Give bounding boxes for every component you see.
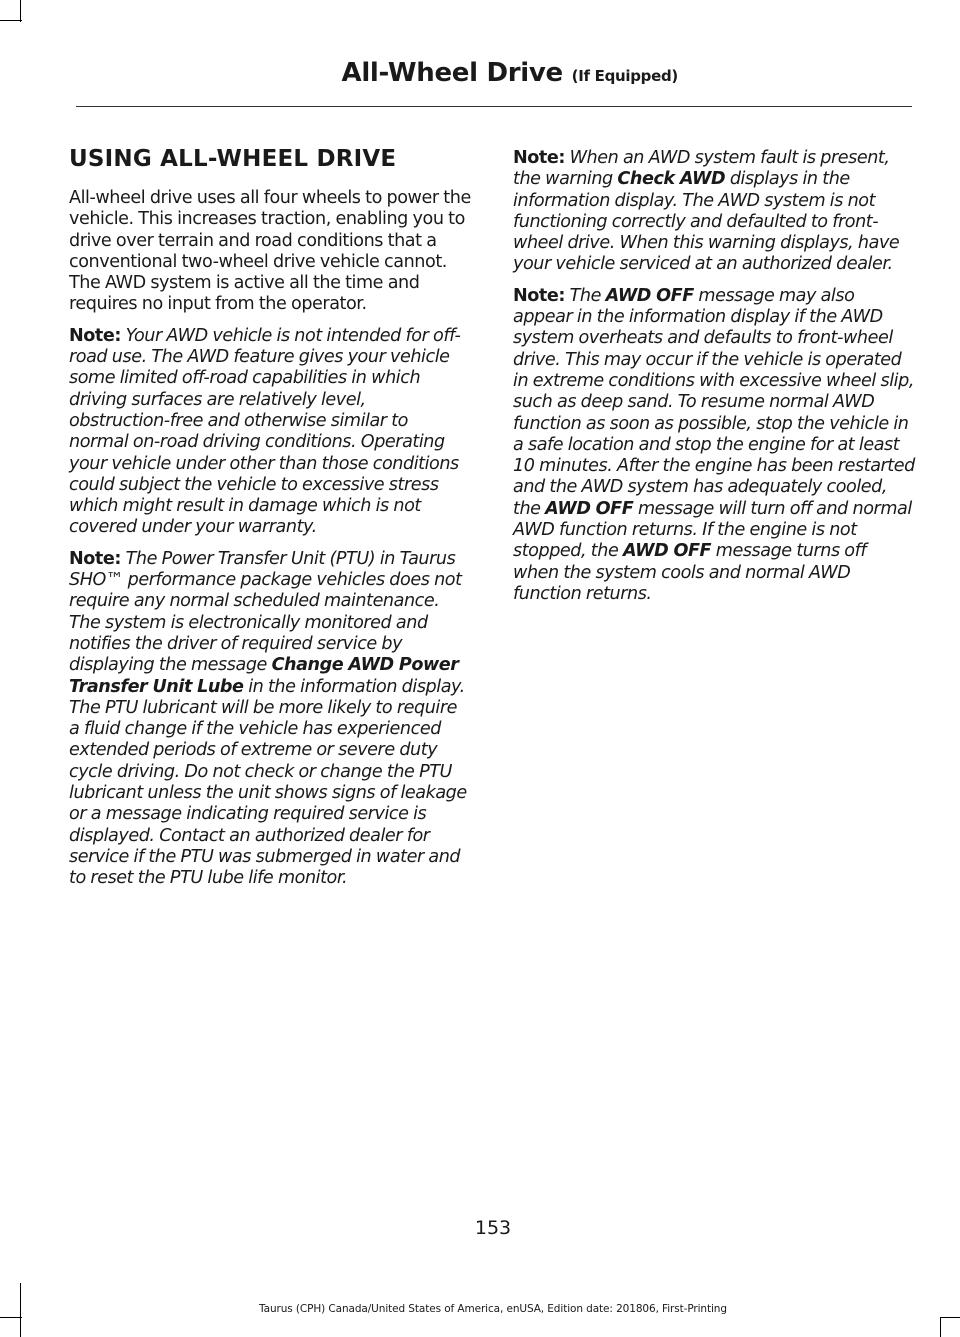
page-number: 153	[474, 1217, 512, 1239]
footer-edition: Taurus (CPH) Canada/United States of America, enUSA, Edition date: 201806, First-Printing	[259, 1303, 727, 1315]
message-text: AWD OFF	[622, 541, 712, 562]
note-awd-off	[513, 286, 915, 605]
note-text: message turns off when the system cools and normal AWD function returns.	[513, 541, 867, 604]
note-label: Note:	[69, 325, 121, 346]
note-off-road	[69, 326, 471, 539]
note-label: Note:	[69, 548, 121, 569]
header-subtitle: (If Equipped)	[571, 67, 678, 85]
crop-mark	[20, 0, 21, 22]
crop-mark	[940, 1317, 960, 1318]
note-ptu	[69, 549, 471, 890]
section-title: USING ALL-WHEEL DRIVE	[69, 146, 397, 172]
message-text: Change AWD Power Transfer Unit Lube	[69, 655, 459, 697]
right-column	[513, 148, 915, 615]
note-text: Your AWD vehicle is not intended for off-road use. The AWD feature gives your vehicle some limited off-road capabilities in which driving surfaces are relatively level, obstruction-free and otherwise similar to normal on-road driving conditions. Operating your vehicle under other than those conditions could subject the vehicle to excessive stress which might result in damage which is not covered under your warranty.	[69, 325, 461, 538]
message-text: Check AWD	[617, 169, 726, 190]
left-column	[69, 146, 471, 900]
note-text: in the information display. The PTU lubricant will be more likely to require a fluid change if the vehicle has experienced extended periods of extreme or severe duty cycle driving. Do not check or change the PTU lubricant unless the unit shows signs of leakage or a message indicating required service is displayed. Contact an authorized dealer for service if the PTU was submerged in water and to reset the PTU lube life monitor.	[69, 676, 467, 889]
note-check-awd	[513, 148, 915, 276]
note-label: Note:	[513, 148, 565, 168]
note-text: The	[564, 285, 606, 306]
intro-paragraph: All-wheel drive uses all four wheels to power the vehicle. This increases traction, enabling you to drive over terrain and road conditions that a conventional two-wheel drive vehicle cannot. The AWD system is active all the time and requires no input from the operator.	[69, 188, 471, 315]
note-label: Note:	[513, 285, 565, 306]
message-text: AWD OFF	[605, 285, 694, 306]
note-text: The Power Transfer Unit (PTU) in Taurus SHO™ performance package vehicles does not require any normal scheduled maintenance. The system is electronically monitored and notifies the driver of required service by displaying the message	[69, 548, 462, 676]
note-text: message will turn off and normal AWD function returns. If the engine is not stopped, the	[513, 498, 912, 562]
note-text: message may also appear in the information display if the AWD system overheats and defaults to front-wheel drive. This may occur if the vehicle is operated in extreme conditions with excessive wheel slip, such as deep sand. To resume normal AWD function as soon as possible, stop the vehicle in a safe location and stop the engine for at least 10 minutes. After the engine has been restarted and the AWD system has adequately cooled, the	[513, 285, 915, 519]
crop-mark	[0, 1317, 22, 1318]
header-divider	[76, 106, 912, 107]
note-text: displays in the information display. The AWD system is not functioning correctly and defaulted to front-wheel drive. When this warning displays, have your vehicle serviced at an authorized dealer.	[513, 169, 900, 275]
message-text: AWD OFF	[545, 498, 634, 519]
crop-mark	[0, 20, 22, 21]
crop-mark	[940, 1317, 941, 1337]
header-title: All-Wheel Drive	[341, 58, 563, 88]
note-text: When an AWD system fault is present, the warning	[513, 148, 890, 190]
page-header	[342, 58, 679, 88]
